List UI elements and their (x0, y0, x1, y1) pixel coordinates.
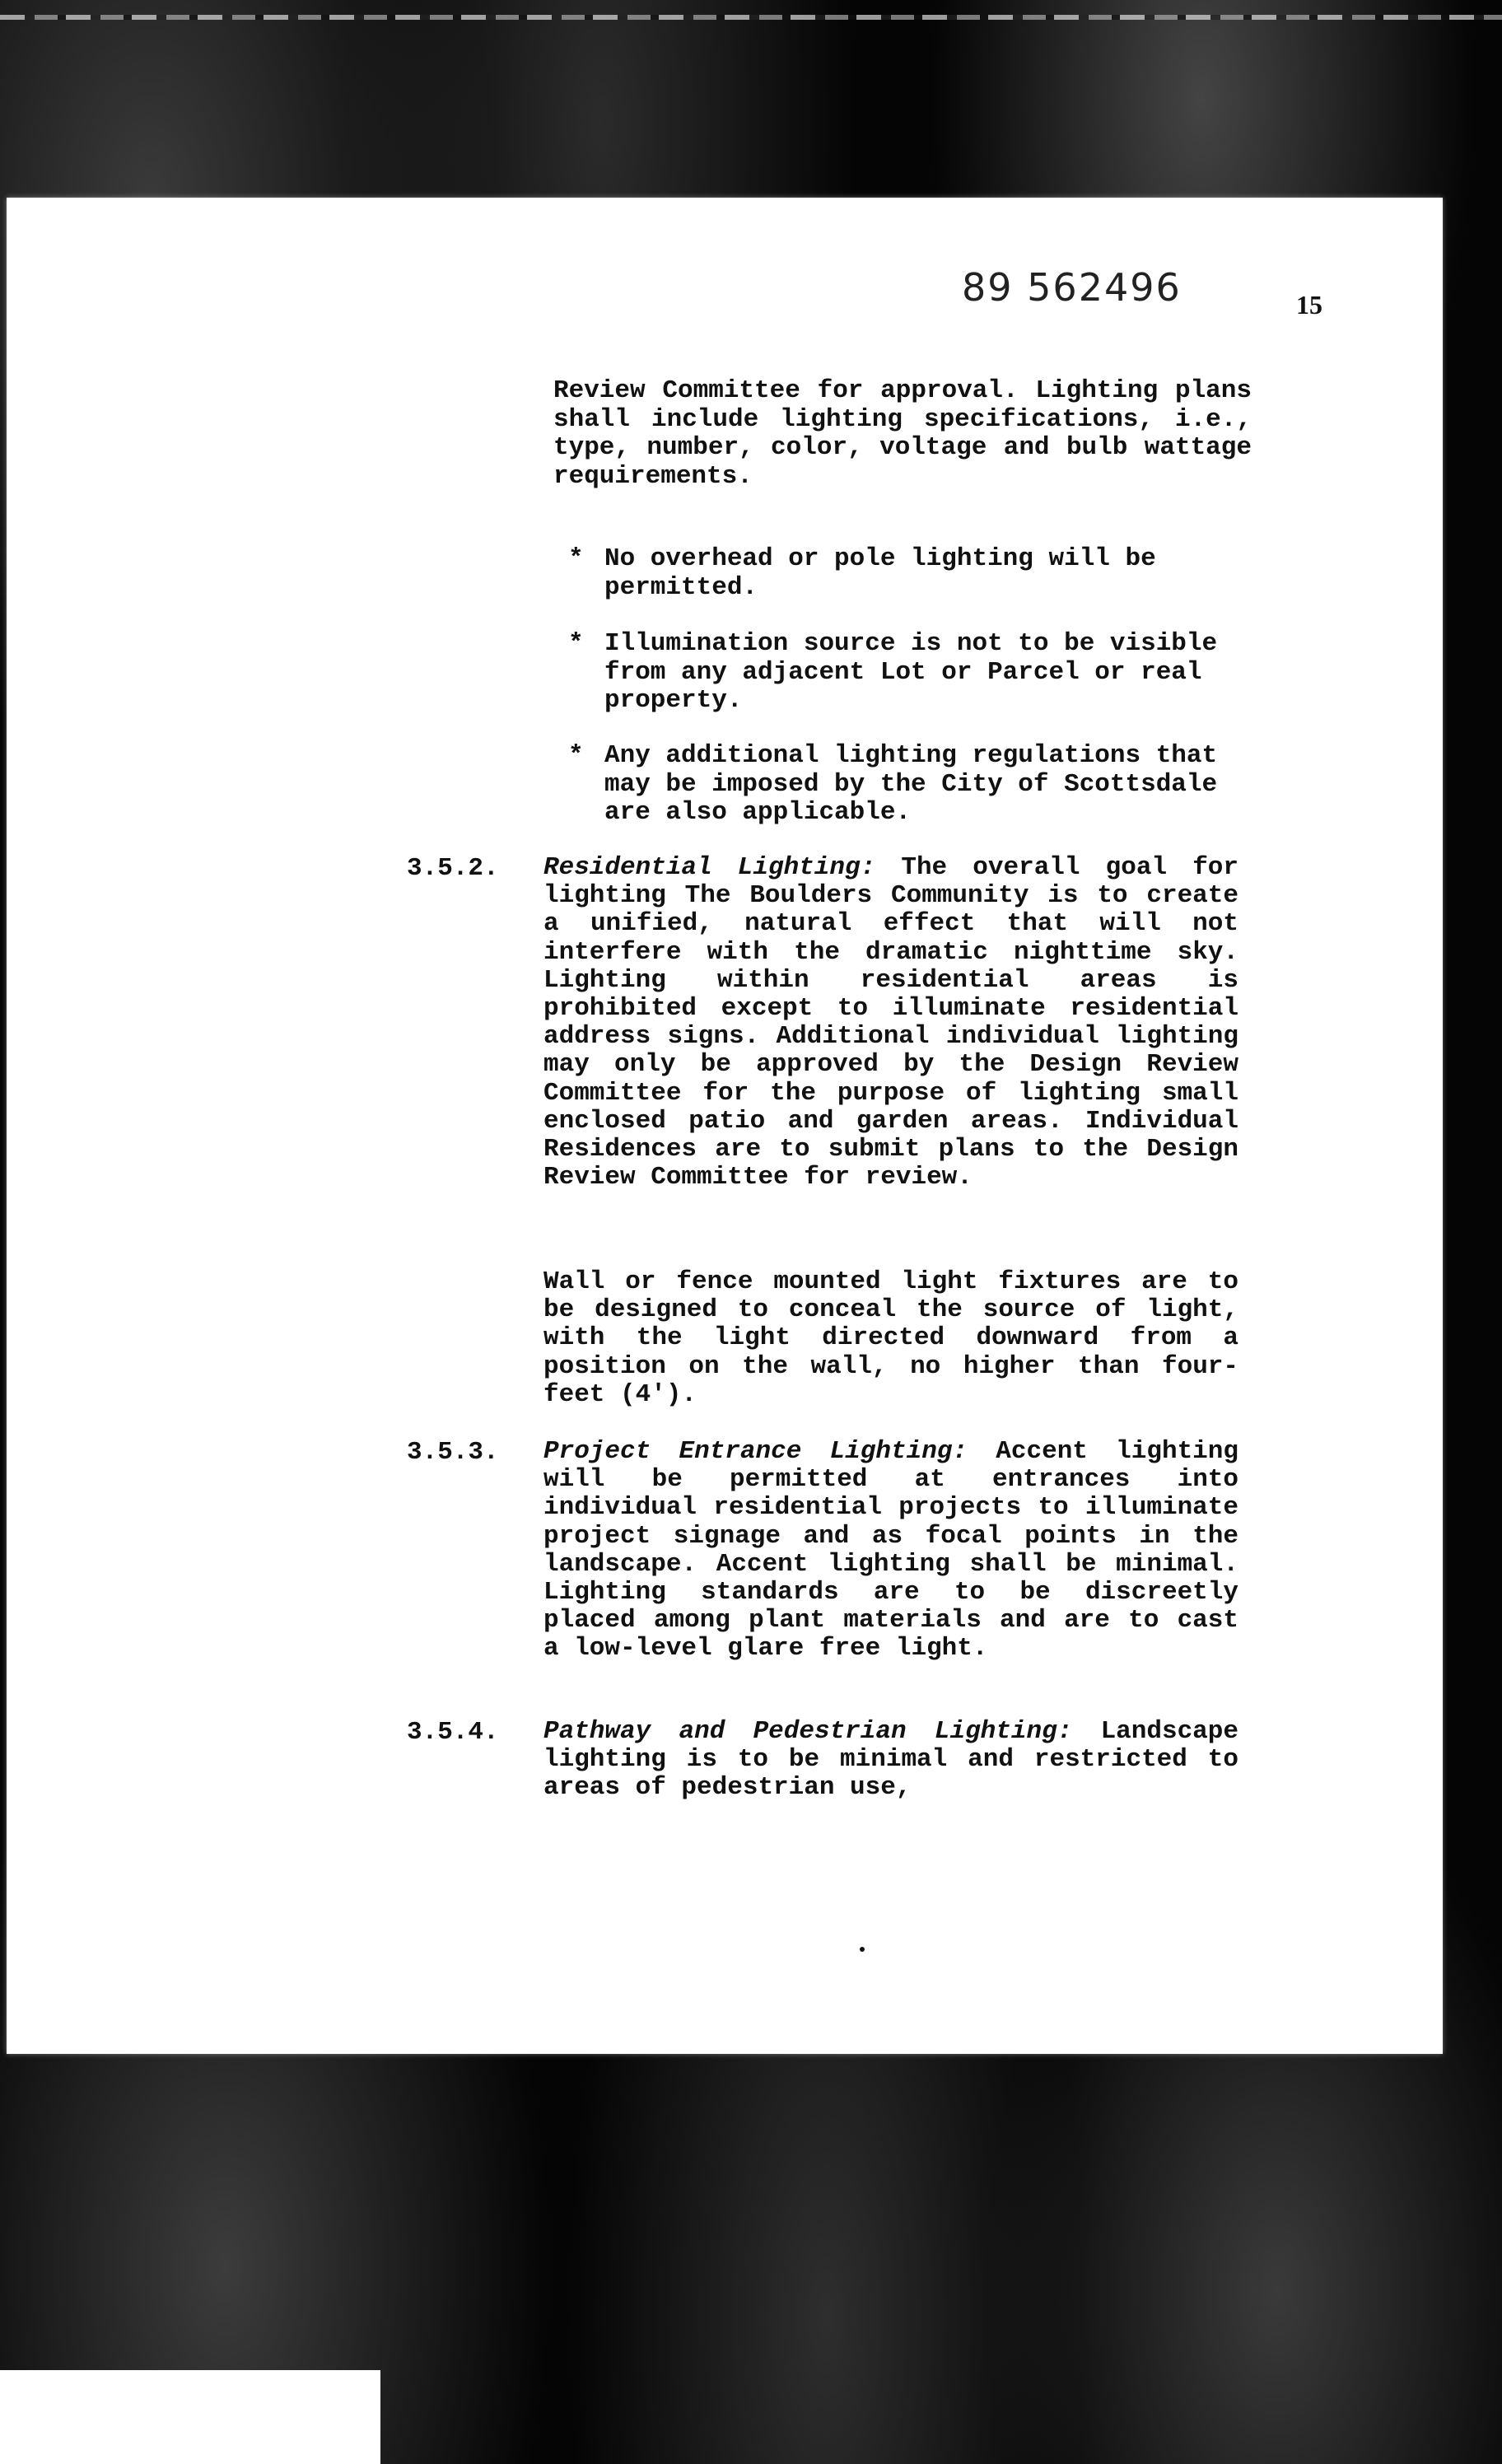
intro-paragraph: Review Committee for approval. Lighting plans shall include lighting specifications, i.e., type, number, color, voltage and bulb wattage requirements. (553, 376, 1252, 491)
section-text: Accent lighting will be permitted at entrances into individual residential projects to illuminate project signage and as focal points in the landscape. Accent lighting shall be minimal. Lighting standards are to be discreetly placed among plant materials and are to cast a low-level glare free light. (543, 1437, 1238, 1664)
bullet-text: Illumination source is not to be visible from any adjacent Lot or Parcel or real property. (604, 629, 1218, 715)
section-paragraph (543, 1718, 1238, 1803)
section-title: Residential Lighting: (543, 853, 902, 882)
section-paragraph (543, 854, 1238, 1192)
section-title: Pathway and Pedestrian Lighting: (543, 1717, 1101, 1746)
bullet-marker: * (568, 629, 584, 658)
section-number: 3.5.3. (407, 1438, 499, 1467)
document-number: 89 562496 (962, 265, 1182, 310)
section-number: 3.5.4. (407, 1718, 499, 1747)
section-text: The overall goal for lighting The Boulders Community is to create a unified, natural effect that will not interfere with the dramatic nighttime sky. Lighting within residential areas is prohibited except to illuminate residential address signs. Additional individual lighting may only be approved by the Design Review Committee for the purpose of lighting small enclosed patio and garden areas. Individual Residences are to submit plans to the Design Review Committee for review. (543, 853, 1238, 1192)
section-paragraph (543, 1438, 1238, 1664)
scan-speck (860, 1947, 865, 1952)
bullet-marker: * (568, 544, 584, 573)
paper-corner (0, 2370, 380, 2464)
scan-edge-line (0, 15, 1502, 20)
page-number: 15 (1296, 290, 1322, 320)
bullet-marker: * (568, 741, 584, 770)
bullet-text: No overhead or pole lighting will be permitted. (604, 544, 1156, 602)
section-title: Project Entrance Lighting: (543, 1437, 996, 1466)
bullet-text: Any additional lighting regulations that may be imposed by the City of Scottsdale are also applicable. (604, 741, 1218, 827)
section-text: Landscape lighting is to be minimal and restricted to areas of pedestrian use, (543, 1717, 1238, 1803)
section-number: 3.5.2. (407, 854, 499, 883)
section-paragraph: Wall or fence mounted light fixtures are to be designed to conceal the source of light, with the light directed downward from a position on the wall, no higher than four-feet (4'). (543, 1267, 1238, 1409)
